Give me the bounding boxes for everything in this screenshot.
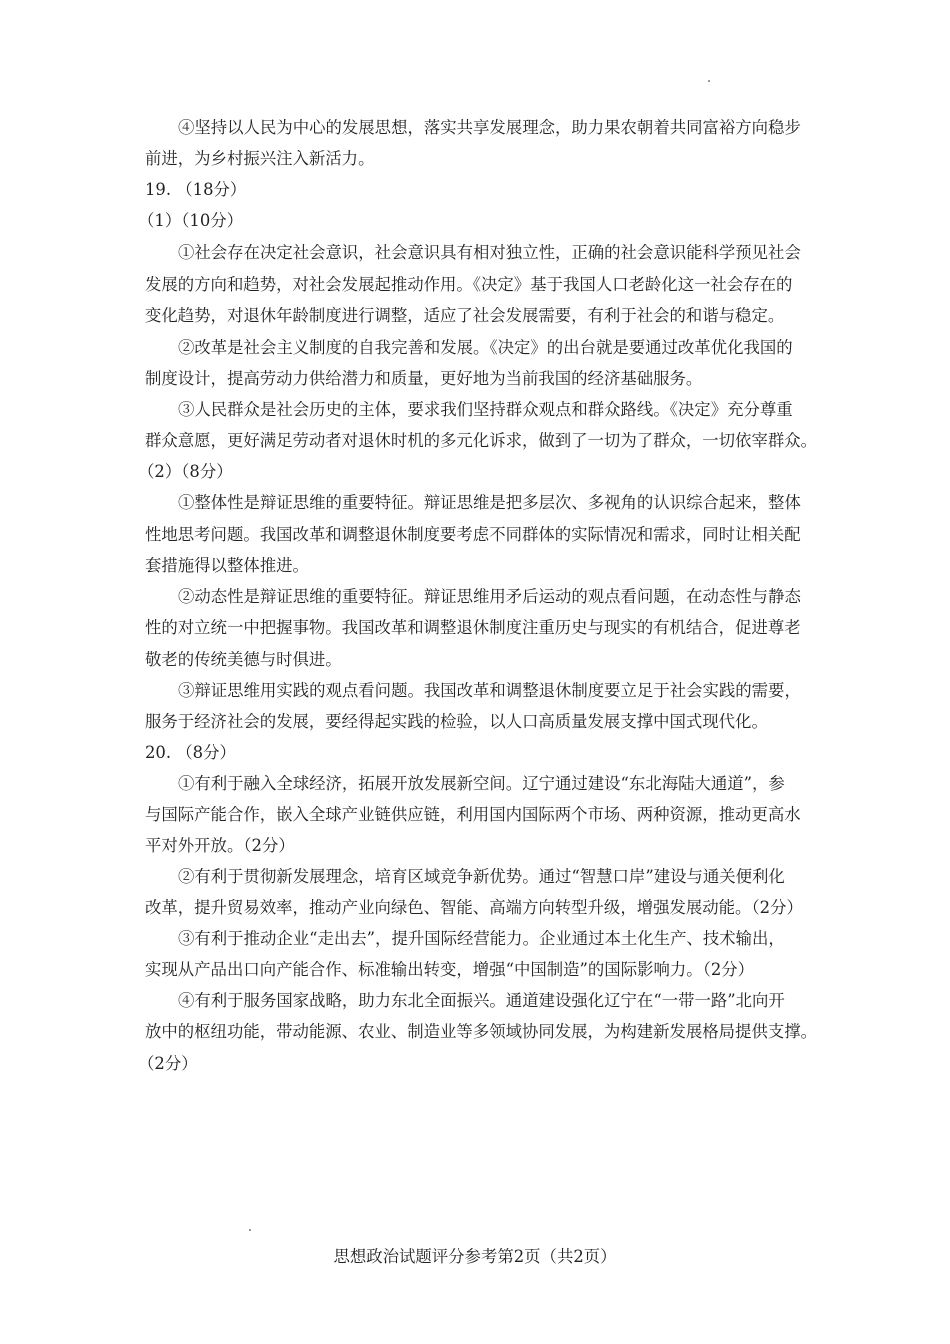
page-footer: 思想政治试题评分参考第2页（共2页）	[333, 1247, 617, 1266]
text-line: 与国际产能合作，嵌入全球产业链供应链，利用国内国际两个市场、两种资源，推动更高水	[145, 805, 801, 824]
text-line: ④有利于服务国家战略，助力东北全面振兴。通道建设强化辽宁在“一带一路”北向开	[178, 991, 785, 1010]
scan-speck	[708, 80, 710, 82]
text-line: 性的对立统一中把握事物。我国改革和调整退休制度注重历史与现实的有机结合，促进尊老	[145, 618, 801, 637]
text-line: 实现从产品出口向产能合作、标准输出转变，增强“中国制造”的国际影响力。（2分）	[145, 960, 755, 979]
text-line: 套措施得以整体推进。	[145, 556, 309, 575]
text-line: ①整体性是辩证思维的重要特征。辩证思维是把多层次、多视角的认识综合起来，整体	[178, 493, 801, 512]
text-line: ③有利于推动企业“走出去”，提升国际经营能力。企业通过本土化生产、技术输出，	[178, 929, 785, 948]
text-line: ①社会存在决定社会意识，社会意识具有相对独立性，正确的社会意识能科学预见社会	[178, 243, 801, 262]
text-line: 平对外开放。（2分）	[145, 836, 295, 855]
text-line: （1）（10分）	[138, 211, 244, 230]
text-line: 改革，提升贸易效率，推动产业向绿色、智能、高端方向转型升级，增强发展动能。（2分）	[145, 898, 803, 917]
text-line: ①有利于融入全球经济，拓展开放发展新空间。辽宁通过建设“东北海陆大通道”，参	[178, 774, 785, 793]
text-line: 服务于经济社会的发展，要经得起实践的检验，以人口高质量发展支撑中国式现代化。	[145, 712, 768, 731]
text-line: 变化趋势，对退休年龄制度进行调整，适应了社会发展需要，有利于社会的和谐与稳定。	[145, 306, 785, 325]
text-line: 敬老的传统美德与时俱进。	[145, 650, 342, 669]
text-line: 发展的方向和趋势，对社会发展起推动作用。《决定》基于我国人口老龄化这一社会存在的	[145, 275, 793, 294]
text-line: ③辩证思维用实践的观点看问题。我国改革和调整退休制度要立足于社会实践的需要，	[178, 681, 801, 700]
scan-speck	[249, 1229, 251, 1231]
text-line: ②有利于贯彻新发展理念，培育区域竞争新优势。通过“智慧口岸”建设与通关便利化	[178, 867, 785, 886]
text-line: 放中的枢纽功能，带动能源、农业、制造业等多领域协同发展，为构建新发展格局提供支撑。	[145, 1022, 818, 1041]
text-line: ②动态性是辩证思维的重要特征。辩证思维用矛后运动的观点看问题，在动态性与静态	[178, 587, 801, 606]
text-line: （2分）	[138, 1054, 198, 1073]
text-line: ②改革是社会主义制度的自我完善和发展。《决定》的出台就是要通过改革优化我国的	[178, 338, 793, 357]
text-line: 前进，为乡村振兴注入新活力。	[145, 149, 375, 168]
text-line: 性地思考问题。我国改革和调整退休制度要考虑不同群体的实际情况和需求，同时让相关配	[145, 525, 801, 544]
text-line: 20. （8分）	[145, 743, 236, 762]
text-line: （2）（8分）	[138, 462, 233, 481]
text-line: 19. （18分）	[145, 180, 247, 199]
text-line: 群众意愿，更好满足劳动者对退休时机的多元化诉求，做到了一切为了群众，一切依宰群众。	[145, 431, 818, 450]
text-line: 制度设计，提高劳动力供给潜力和质量，更好地为当前我国的经济基础服务。	[145, 369, 703, 388]
text-line: ③人民群众是社会历史的主体，要求我们坚持群众观点和群众路线。《决定》充分尊重	[178, 400, 793, 419]
text-line: ④坚持以人民为中心的发展思想，落实共享发展理念，助力果农朝着共同富裕方向稳步	[178, 118, 801, 137]
